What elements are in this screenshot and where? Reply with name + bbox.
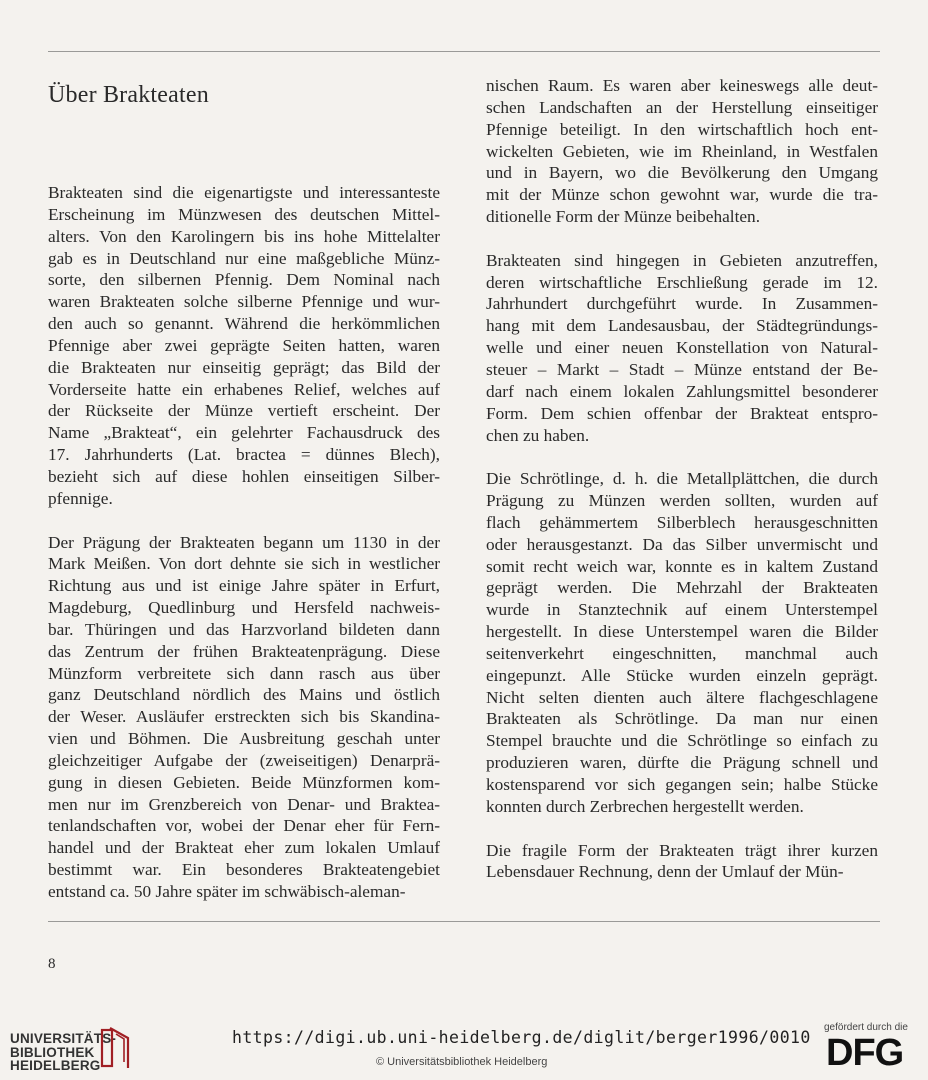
text-line: eingepunzt. Alle Stücke wurden einzeln geprägt. [486, 665, 878, 685]
text-line: ditionelle Form der Münze beibehalten. [486, 207, 761, 227]
text-line: Vorderseite hatte ein erhabenes Relief, welches auf [48, 379, 440, 399]
text-line: die Brakteaten nur einseitig geprägt; das Bild der [48, 357, 440, 377]
text-line: Münzform verbreitete sich dann rasch aus über [48, 663, 440, 683]
text-line: deren wirtschaftliche Erschließung gerade im 12. [486, 272, 878, 292]
text-line: Magdeburg, Quedlinburg und Hersfeld nachweis- [48, 598, 440, 618]
text-line: Prägung zu Münzen werden sollten, wurden auf [486, 491, 878, 511]
text-line: gab es in Deutschland nur eine maßgebliche Münz- [48, 248, 440, 268]
copyright-notice: © Universitätsbibliothek Heidelberg [376, 1056, 548, 1068]
text-line: oder herausgestanzt. Da das Silber unvermischt und [486, 534, 878, 554]
text-line: men nur im Grenzbereich von Denar- und Braktea- [48, 794, 440, 814]
text-line: welle und einer neuen Konstellation von Natural- [486, 338, 878, 358]
text-line: schen Landschaften an der Herstellung einseitiger [486, 97, 878, 117]
text-line: bestimmt war. Ein besonderes Brakteatengebiet [48, 860, 440, 880]
text-line: Brakteaten als Schrötlinge. Da man nur einen [486, 709, 878, 729]
text-line: chen zu haben. [486, 425, 590, 445]
text-line: wickelten Gebieten, wie im Rheinland, in Westfalen [486, 141, 878, 161]
footer-bar [0, 1014, 928, 1080]
library-logo[interactable] [10, 1022, 240, 1072]
text-line: Der Prägung der Brakteaten begann um 1130 in der [48, 532, 440, 552]
text-line: hergestellt. In diese Unterstempel waren die Bilder [486, 622, 878, 642]
text-line: somit recht weich war, konnte es in kaltem Zustand [486, 556, 878, 576]
text-line: gung in diesen Gebieten. Beide Münzformen kom- [48, 772, 440, 792]
text-line: geprägt werden. Die Mehrzahl der Brakteaten [486, 578, 878, 598]
text-line: der Weser. Ausläufer erstreckten sich bis Skandina- [48, 707, 440, 727]
text-line: Stempel brauchte und die Schrötlinge so einfach zu [486, 731, 878, 751]
left-paragraphs [48, 182, 440, 903]
text-line: steuer – Markt – Stadt – Münze entstand der Be- [486, 359, 878, 379]
text-line: darf nach einem lokalen Zahlungsmittel besonderer [486, 381, 878, 401]
right-paragraphs [486, 75, 878, 883]
text-line: 17. Jahrhunderts (Lat. bractea = dünnes Blech), [48, 445, 440, 465]
text-line: der Rückseite der Münze vertieft erscheint. Der [48, 401, 440, 421]
paragraph-gap [48, 510, 440, 532]
library-logo-icon [94, 1024, 134, 1070]
text-line: Mark Meißen. Von dort dehnte sie sich in westlicher [48, 554, 440, 574]
text-line: kostensparend vor sich gegangen sein; halbe Stücke [486, 775, 878, 794]
paragraph [486, 840, 878, 884]
paragraph-gap [486, 818, 878, 840]
text-line: wurde in Stanztechnik auf einem Unterstempel [486, 600, 878, 620]
text-line: Die Schrötlinge, d. h. die Metallplättchen, die durch [486, 469, 878, 489]
text-line: sorte, den silbernen Pfennig. Dem Nominal nach [48, 270, 440, 290]
paragraph [486, 75, 878, 228]
text-line: Form. Dem schien offenbar der Brakteat entspro- [486, 403, 878, 423]
text-line: Name „Brakteat“, ein gelehrter Fachausdruck des [48, 423, 440, 443]
text-line: pfennige. [48, 488, 113, 508]
text-line: bezieht sich auf diese hohlen einseitigen Silber- [48, 466, 440, 486]
right-column [486, 75, 878, 883]
text-line: tenlandschaften vor, wobei der Denar eher für Fern- [48, 816, 440, 836]
text-line: Pfennige beteiligt. In den wirtschaftlich hoch ent- [486, 119, 878, 139]
text-line: Pfennige aber zwei geprägte Seiten hatten, waren [48, 335, 440, 355]
text-line: Die fragile Form der Brakteaten trägt ihrer kurzen [486, 840, 878, 860]
left-column [48, 75, 440, 903]
page-number: 8 [48, 956, 56, 972]
text-line: alters. Von den Karolingern bis ins hohe Mittelalter [48, 226, 440, 246]
text-line: und in Bayern, wo die Bevölkerung den Umgang [486, 163, 878, 183]
paragraph [486, 250, 878, 447]
text-line: produzieren waren, dürfte die Prägung schnell und [486, 753, 878, 773]
text-line: hang mit dem Landesausbau, der Städtegründungs- [486, 316, 878, 336]
text-line: mit der Münze schon gewohnt war, wurde die tra- [486, 185, 878, 205]
paragraph-gap [486, 228, 878, 250]
text-line: Brakteaten sind die eigenartigste und interessanteste [48, 183, 440, 202]
text-line: den auch so genannt. Während die herkömmlichen [48, 314, 440, 334]
text-line: Lebensdauer Rechnung, denn der Umlauf der Mün- [486, 862, 844, 882]
text-line: konnten durch Zerbrechen hergestellt werden. [486, 796, 804, 816]
top-rule [48, 51, 880, 52]
text-line: Erscheinung im Münzwesen des deutschen Mittel- [48, 204, 440, 224]
paragraph [486, 468, 878, 818]
text-line: das Zentrum der frühen Brakteatenprägung. Diese [48, 641, 440, 661]
text-line: flach gehämmertem Silberblech herausgeschnitten [486, 512, 878, 532]
text-line: Nicht selten dienten auch ältere flachgeschlagene [486, 687, 878, 707]
paragraph [48, 182, 440, 510]
library-logo-line: HEIDELBERG [10, 1058, 101, 1073]
text-line: waren Brakteaten solche silberne Pfennige und wur- [48, 292, 440, 312]
text-line: Brakteaten sind hingegen in Gebieten anzutreffen, [486, 250, 878, 270]
page-title: Über Brakteaten [48, 82, 209, 108]
text-line: vien und Böhmen. Die Ausbreitung geschah unter [48, 729, 440, 749]
text-line: seitenverkehrt eingeschnitten, manchmal auch [486, 643, 878, 663]
text-line: bar. Thüringen und das Harzvorland bildeten dann [48, 619, 440, 639]
text-line: entstand ca. 50 Jahre später im schwäbisch-aleman- [48, 882, 406, 901]
dfg-logo[interactable]: DFG [826, 1032, 904, 1074]
text-line: ganz Deutschland nördlich des Mains und östlich [48, 685, 440, 705]
library-logo-line: BIBLIOTHEK [10, 1044, 95, 1060]
text-line: handel und der Brakteat eher zum lokalen Umlauf [48, 838, 440, 858]
text-line: gleichzeitiger Aufgabe der (zweiseitigen) Denarprä- [48, 750, 440, 770]
text-line: nischen Raum. Es waren aber keineswegs alle deut- [486, 76, 878, 95]
paragraph [48, 532, 440, 903]
text-line: Jahrhundert durchgeführt wurde. In Zusammen- [486, 294, 878, 314]
permalink-url[interactable]: https://digi.ub.uni-heidelberg.de/diglit/berger1996/0010 [232, 1028, 811, 1047]
funding-note: gefördert durch die [824, 1022, 908, 1033]
library-logo-line: UNIVERSITÄTS- [10, 1031, 117, 1046]
paragraph-gap [486, 446, 878, 468]
text-line: Richtung aus und ist einige Jahre später in Erfurt, [48, 576, 440, 596]
bottom-rule [48, 921, 880, 922]
